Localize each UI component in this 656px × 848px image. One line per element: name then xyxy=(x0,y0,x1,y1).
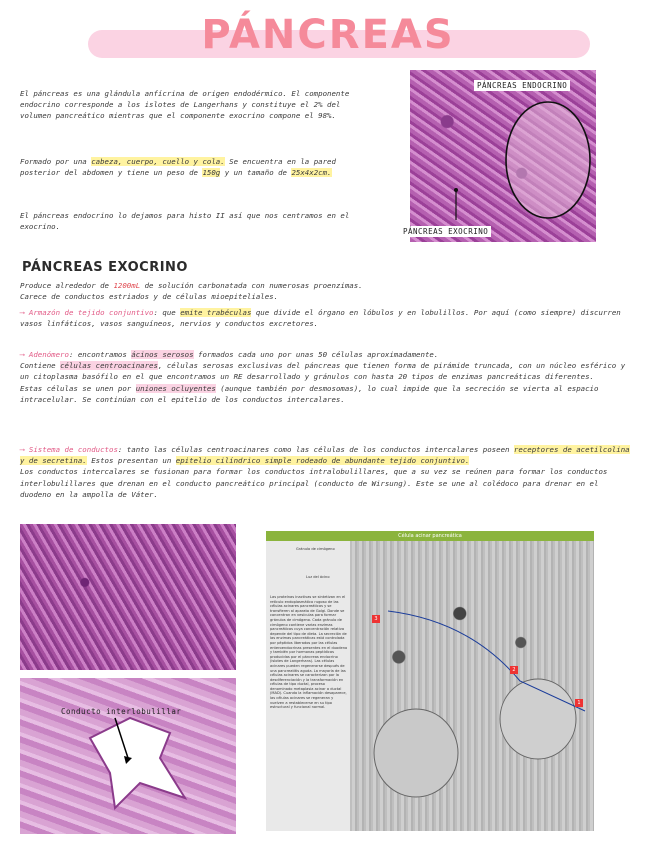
intro-p2-a: Formado por una xyxy=(20,157,87,166)
label-pancreas-exocrine: PÁNCREAS EXOCRINO xyxy=(400,226,491,237)
conductos-a: : tanto las células centroacinares como las células de los conductos intercalares poseen xyxy=(117,445,510,454)
adenomero-f: (aunque también por desmosomas), lo cual impide que la secreción se vierta al espacio intracelular. Se continúan con el epitelio de los conductos intercalares. xyxy=(20,383,599,404)
label-zymogen-granule: Gránulo de cimógeno xyxy=(296,547,335,551)
islet-outline xyxy=(410,70,596,242)
conductos-paragraph xyxy=(20,444,632,500)
conductos-c: Los conductos intercalares se fusionan para formar los conductos intralobulillares, que a su vez se reúnen para formar los conductos interlobulillares que drenan en el conducto pancreático principal (conducto de Wirsung). Este se une al colédoco para drenar en el duodeno en la ampolla de Váter. xyxy=(20,467,608,499)
adenomero-highlight-3: uniones ocluyentes xyxy=(135,383,216,393)
arrow-icon: ⟶ xyxy=(20,350,25,359)
adenomero-e: Estas células se unen por xyxy=(20,383,132,393)
armazon-b: que divide el órgano en lóbulos y en lobulillos. Por aquí (como siempre) discurren vasos linfáticos, vasos sanguíneos, nervios y conductos excretores. xyxy=(20,308,621,329)
adenomero-c: Contiene xyxy=(20,361,56,371)
label-interlobular-duct: Conducto interlobulillar xyxy=(61,707,182,716)
conductos-title: Sistema de conductos xyxy=(28,445,118,454)
badge-3: 3 xyxy=(372,615,380,623)
pancreas-histology-image xyxy=(403,70,596,242)
conductos-highlight: receptores de acetilcolina y de secretina. xyxy=(20,445,630,466)
acini-histology-image xyxy=(20,524,236,670)
adenomero-d: , células serosas exclusivas del páncreas que tienen forma de pirámide truncada, con un núcleo esférico y un citoplasma basófilo en el que encontramos un RE desarrollado y gránulos con hasta 20 tipos de enzimas pancreáticas diferentes. xyxy=(20,361,626,382)
arrow-icon: ⟶ xyxy=(20,308,25,317)
em-figure-header: Célula acinar pancreática xyxy=(266,531,594,541)
adenomero-highlight-2: células centroacinares xyxy=(60,361,158,371)
em-figure xyxy=(266,531,594,831)
adenomero-highlight: ácinos serosos xyxy=(131,350,194,359)
exocrine-produce xyxy=(20,280,630,291)
intro-p2-b: Se encuentra en la pared posterior del abdomen y tiene un peso de xyxy=(20,157,336,178)
arrow-icon: ⟶ xyxy=(20,445,25,454)
intro-paragraph-2 xyxy=(20,156,376,178)
adenomero-a: : encontramos xyxy=(68,350,127,359)
badge-2: 2 xyxy=(510,666,518,674)
duct-shape xyxy=(20,678,236,834)
armazon-title: Armazón de tejido conjuntivo xyxy=(28,308,154,317)
intro-p2-weight: 150g xyxy=(202,168,221,178)
section-heading-exocrine: PÁNCREAS EXOCRINO xyxy=(22,260,188,275)
intro-p2-size: 25x4x2cm. xyxy=(291,168,332,178)
conductos-b: Estos presentan un xyxy=(91,456,172,466)
produce-a: Produce alrededor de xyxy=(20,281,109,290)
badge-1: 1 xyxy=(575,699,583,707)
duct-histology-image xyxy=(20,678,236,834)
exocrine-cells-line: Carece de conductos estriados y de células mioepiteliales. xyxy=(20,292,279,301)
page-title: PÁNCREAS xyxy=(201,12,455,58)
produce-b: de solución carbonatada con numerosas proenzimas. xyxy=(144,281,363,290)
adenomero-paragraph xyxy=(20,349,632,405)
label-pancreas-endocrine: PÁNCREAS ENDOCRINO xyxy=(474,80,570,91)
intro-p2-c: y un tamaño de xyxy=(224,168,287,178)
produce-volume: 1200mL xyxy=(113,281,141,290)
intro-p2-parts: cabeza, cuerpo, cuello y cola. xyxy=(91,157,225,166)
label-acinar-lumen: Luz del ácino xyxy=(306,575,330,579)
em-annotations xyxy=(350,541,594,831)
armazon-highlight: emite trabéculas xyxy=(180,308,252,317)
adenomero-title: Adenómero xyxy=(28,350,69,359)
em-micrograph xyxy=(350,541,594,831)
conductos-highlight-2: epitelio cilíndrico simple rodeado de abundante tejido conjuntivo. xyxy=(175,456,470,466)
armazon-a: : que xyxy=(153,308,176,317)
em-caption: Las proteínas inactivas se sintetizan en el retículo endoplasmático rugoso de las células acinares pancreáticas y se transfieren al aparato de Golgi. Donde se concentran en vesículas para formar gránulos de cimógeno. Cada gránulo de cimógeno contiene varias enzimas pancreáticas cuya concentración relativa depende del tipo de dieta. La secreción de las enzimas pancreáticas está controlada por péptidos liberados por las células enteroendocrinas presentes en el duodeno y también por hormonas peptídicas producidas por el páncreas endocrino (islotes de Langerhans). Las células acinares pueden regenerarse después de una pancreatitis aguda. La mayoría de las células acinares se caracterizan por la desdiferenciación y la transformación en células de tipo ductal, proceso denominado metaplasia acinar a ductal (MAD). Cuando la inflamación desaparece, las células acinares se regeneran y vuelven a restablecerse en su tipo estructural y funcional normal. xyxy=(270,595,348,710)
intro-paragraph-1: El páncreas es una glándula anfícrina de origen endodérmico. El componente endocrino corresponde a los islotes de Langerhans y constituye el 2% del volumen pancreático mientras que el componente exocrino compone el 98%. xyxy=(20,89,350,121)
adenomero-b: formados cada uno por unas 50 células aproximadamente. xyxy=(198,350,439,359)
armazon-paragraph xyxy=(20,307,632,329)
intro-paragraph-3: El páncreas endocrino lo dejamos para histo II así que nos centramos en el exocrino. xyxy=(20,211,350,232)
